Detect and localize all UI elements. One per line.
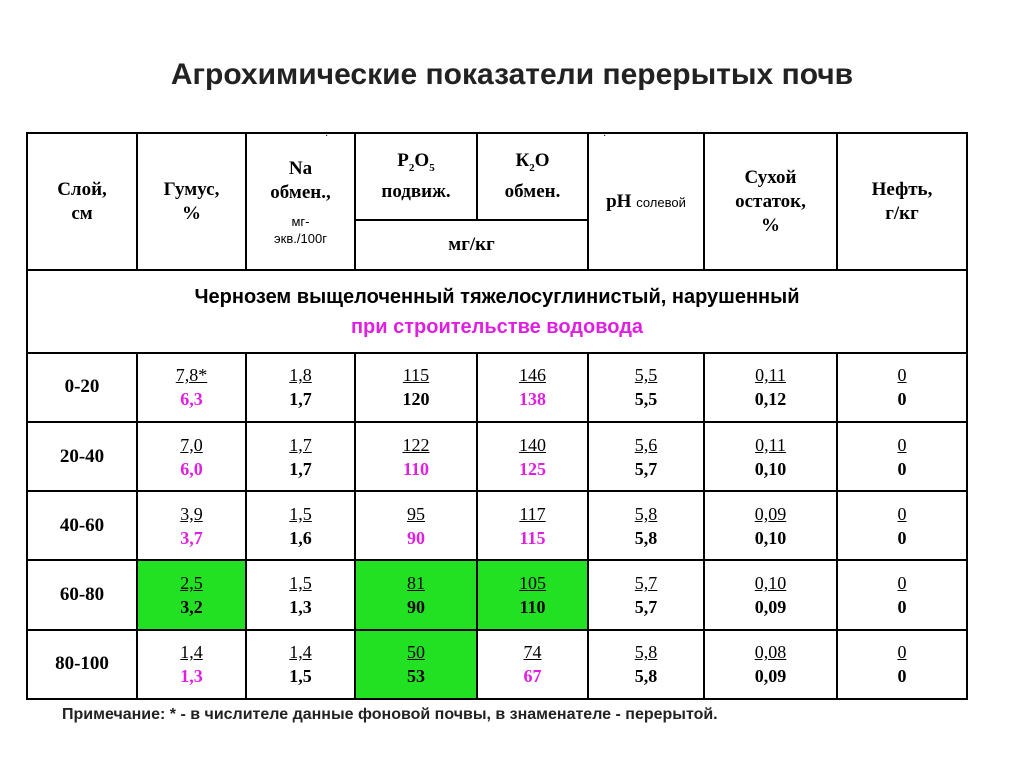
na-cell: 1,4 1,5 <box>246 630 355 699</box>
ph-cell: 5,8 5,8 <box>588 630 704 699</box>
oil-cell: 0 0 <box>837 491 967 560</box>
dry-cell: 0,09 0,10 <box>704 491 837 560</box>
header-na: Na обмен., мг- экв./100г <box>246 133 355 270</box>
layer-cell: 0-20 <box>27 353 137 422</box>
p2o5-cell: 95 90 <box>355 491 477 560</box>
table-row <box>27 491 967 560</box>
humus-cell: 7,0 6,0 <box>137 422 246 491</box>
table-row <box>27 353 967 422</box>
ph-cell: 5,5 5,5 <box>588 353 704 422</box>
oil-cell: 0 0 <box>837 560 967 629</box>
humus-cell: 7,8* 6,3 <box>137 353 246 422</box>
humus-cell-highlighted: 2,5 3,2 <box>137 560 246 629</box>
decorative-dot: · <box>603 131 607 142</box>
decorative-dot: · <box>325 131 329 142</box>
layer-cell: 60-80 <box>27 560 137 629</box>
header-units: мг/кг <box>355 220 588 270</box>
header-humus: Гумус, % <box>137 133 246 270</box>
dry-cell: 0,11 0,10 <box>704 422 837 491</box>
dry-cell: 0,11 0,12 <box>704 353 837 422</box>
p2o5-cell: 115 120 <box>355 353 477 422</box>
header-layer: Слой, см <box>27 133 137 270</box>
ph-cell: 5,8 5,8 <box>588 491 704 560</box>
p2o5-cell-highlighted: 50 53 <box>355 630 477 699</box>
section-title: Чернозем выщелоченный тяжелосуглинистый, нарушенный при строительстве водовода <box>27 270 967 352</box>
ph-cell: 5,6 5,7 <box>588 422 704 491</box>
table-row <box>27 630 967 699</box>
oil-cell: 0 0 <box>837 630 967 699</box>
header-oil: Нефть, г/кг <box>837 133 967 270</box>
dry-cell: 0,10 0,09 <box>704 560 837 629</box>
header-k2o: $К_2О$ обмен. <box>477 133 588 220</box>
humus-cell: 1,4 1,3 <box>137 630 246 699</box>
k2o-cell-highlighted: 105 110 <box>477 560 588 629</box>
k2o-cell: 146 138 <box>477 353 588 422</box>
oil-cell: 0 0 <box>837 353 967 422</box>
oil-cell: 0 0 <box>837 422 967 491</box>
na-cell: 1,5 1,3 <box>246 560 355 629</box>
header-dry-residue: Сухой остаток, % <box>704 133 837 270</box>
na-cell: 1,5 1,6 <box>246 491 355 560</box>
layer-cell: 80-100 <box>27 630 137 699</box>
header-ph: рН солевой <box>588 133 704 270</box>
table-row <box>27 560 967 629</box>
na-cell: 1,7 1,7 <box>246 422 355 491</box>
k2o-cell: 74 67 <box>477 630 588 699</box>
layer-cell: 20-40 <box>27 422 137 491</box>
humus-cell: 3,9 3,7 <box>137 491 246 560</box>
footnote: Примечание: * - в числителе данные фоновой почвы, в знаменателе - перерытой. <box>62 706 718 723</box>
p2o5-cell-highlighted: 81 90 <box>355 560 477 629</box>
header-p2o5: $Р_2О_5$ подвиж. <box>355 133 477 220</box>
table-row <box>27 422 967 491</box>
ph-cell: 5,7 5,7 <box>588 560 704 629</box>
k2o-cell: 140 125 <box>477 422 588 491</box>
p2o5-cell: 122 110 <box>355 422 477 491</box>
dry-cell: 0,08 0,09 <box>704 630 837 699</box>
na-cell: 1,8 1,7 <box>246 353 355 422</box>
page-title: Агрохимические показатели перерытых почв <box>170 58 854 91</box>
k2o-cell: 117 115 <box>477 491 588 560</box>
layer-cell: 40-60 <box>27 491 137 560</box>
soil-indicators-table <box>26 132 968 700</box>
